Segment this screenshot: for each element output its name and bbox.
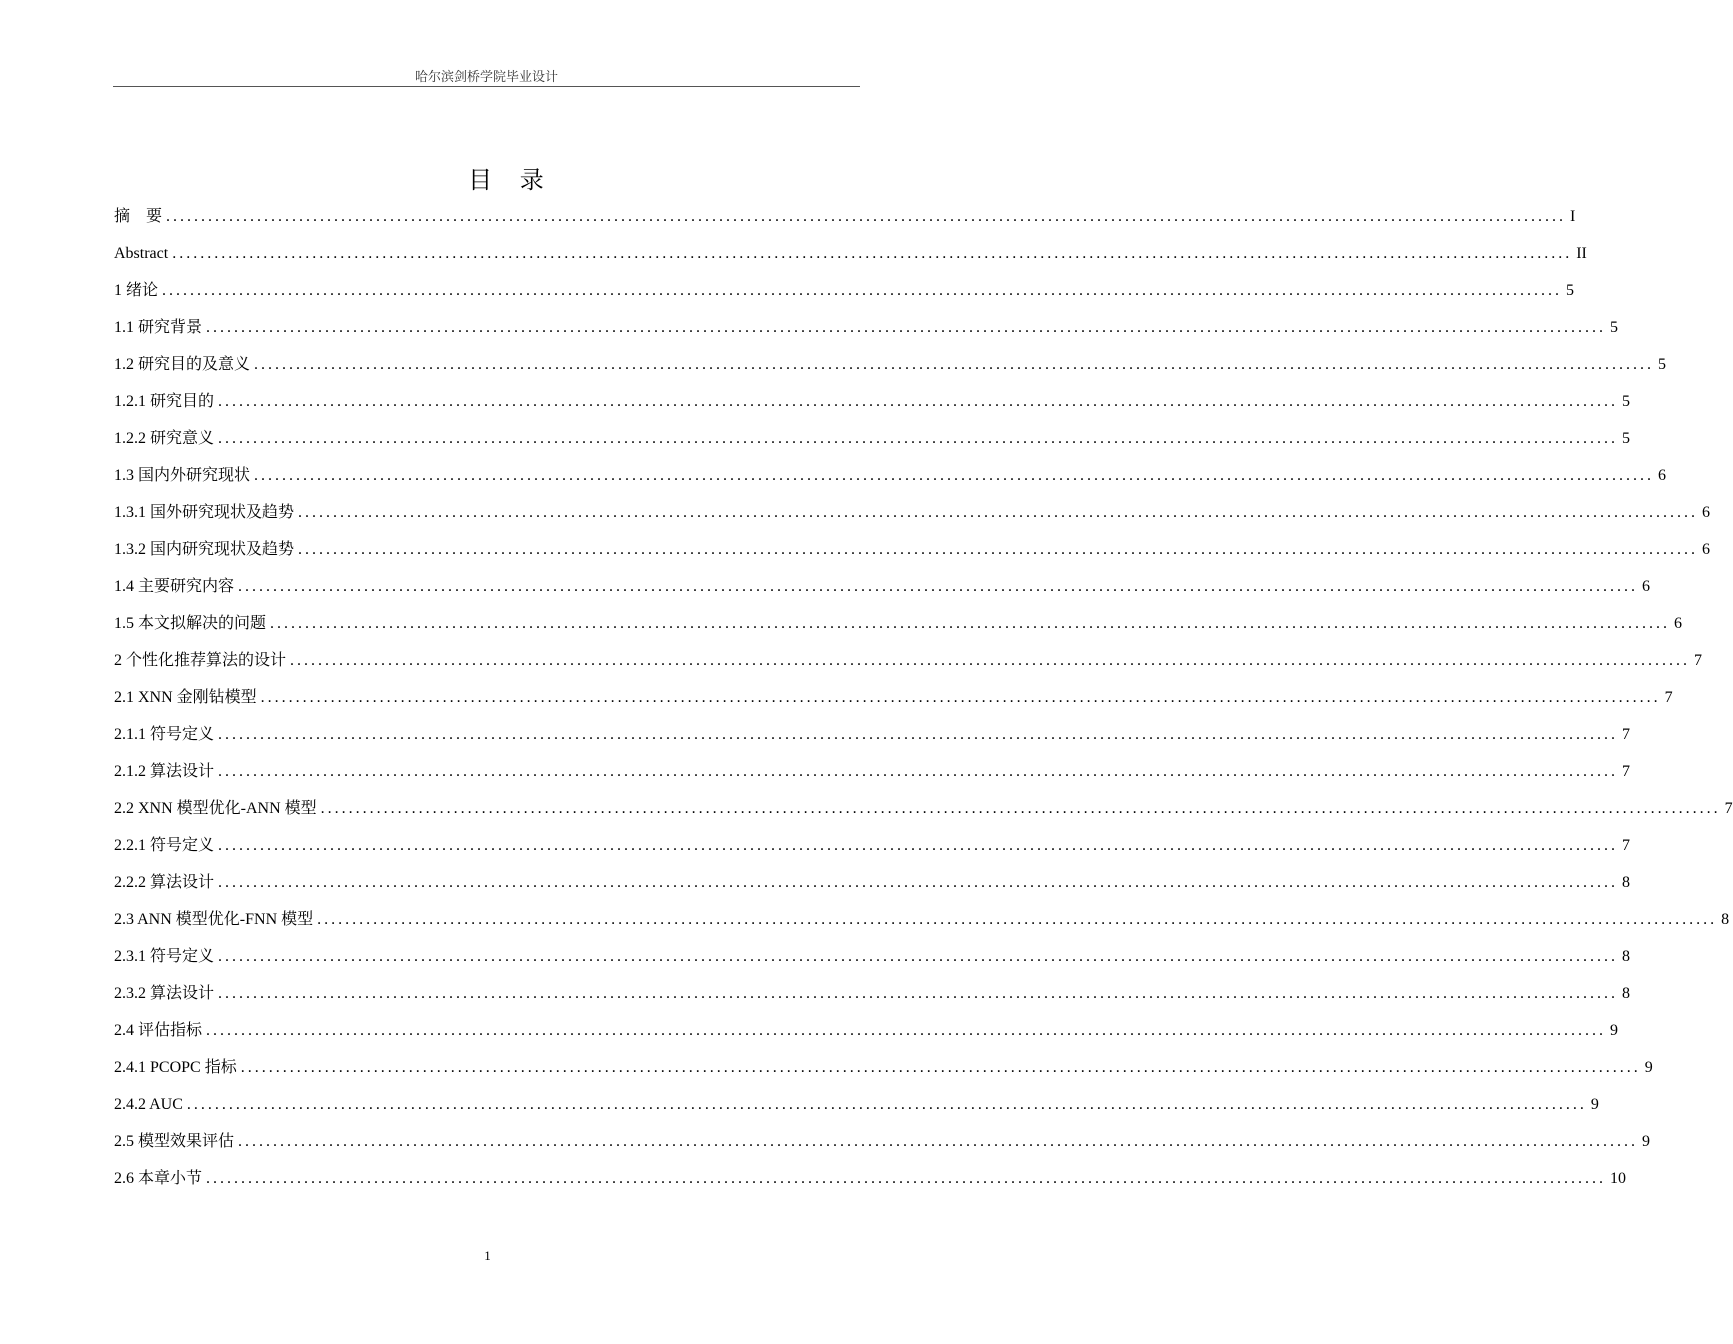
toc-dot-leader: ........................................................................................................................................................................................................ [270, 615, 1671, 632]
toc-entry[interactable] [114, 272, 1575, 309]
toc-entry-label: 2 个性化推荐算法的设计 [114, 652, 287, 669]
toc-dot-leader: ........................................................................................................................................................................................................ [218, 393, 1619, 410]
toc-dot-leader: ........................................................................................................................................................................................................ [206, 319, 1607, 336]
toc-entry[interactable] [114, 975, 1631, 1012]
toc-entry-label: 2.2.1 符号定义 [114, 837, 215, 854]
toc-entry[interactable] [114, 346, 1667, 383]
toc-dot-leader: ........................................................................................................................................................................................................ [317, 911, 1718, 928]
toc-entry[interactable] [114, 457, 1667, 494]
toc-entry-page: 8 [1622, 948, 1631, 965]
toc-entry[interactable] [114, 901, 1730, 938]
toc-entry[interactable] [114, 716, 1631, 753]
toc-entry[interactable] [114, 494, 1711, 531]
toc-dot-leader: ........................................................................................................................................................................................................ [260, 689, 1661, 706]
toc-entry-page: 6 [1702, 504, 1711, 521]
toc-entry[interactable] [114, 568, 1651, 605]
toc-entry-page: 5 [1610, 319, 1619, 336]
toc-entry[interactable] [114, 1123, 1651, 1160]
toc-entry-label: 2.3.1 符号定义 [114, 948, 215, 965]
toc-dot-leader: ........................................................................................................................................................................................................ [172, 245, 1573, 262]
toc-entry[interactable] [114, 235, 1587, 272]
toc-dot-leader: ........................................................................................................................................................................................................ [206, 1170, 1607, 1187]
toc-entry-label: 2.6 本章小节 [114, 1170, 203, 1187]
toc-entry-page: 8 [1721, 911, 1730, 928]
toc-entry-label: 1.2.1 研究目的 [114, 393, 215, 410]
toc-entry[interactable] [114, 420, 1631, 457]
toc-entry-label: 2.1.1 符号定义 [114, 726, 215, 743]
toc-entry[interactable] [114, 309, 1619, 346]
toc-dot-leader: ........................................................................................................................................................................................................ [238, 1133, 1639, 1150]
toc-entry-label: 2.4 评估指标 [114, 1022, 203, 1039]
toc-entry[interactable] [114, 790, 1733, 827]
toc-entry-page: 9 [1610, 1022, 1619, 1039]
toc-entry-page: 6 [1642, 578, 1651, 595]
toc-entry[interactable] [114, 531, 1711, 568]
toc-entry-label: 2.2 XNN 模型优化-ANN 模型 [114, 800, 317, 817]
toc-entry-page: 9 [1642, 1133, 1651, 1150]
toc-entry-label: 1 绪论 [114, 282, 159, 299]
toc-entry-page: 7 [1622, 837, 1631, 854]
toc-entry-page: 9 [1590, 1096, 1599, 1113]
toc-entry[interactable] [114, 938, 1631, 975]
toc-entry-page: 8 [1622, 874, 1631, 891]
toc-entry-page: I [1570, 208, 1576, 225]
page-header: 哈尔滨剑桥学院毕业设计 [414, 69, 558, 84]
toc-entry-page: 5 [1622, 430, 1631, 447]
toc-entry-label: 1.5 本文拟解决的问题 [114, 615, 267, 632]
toc-dot-leader: ........................................................................................................................................................................................................ [218, 985, 1619, 1002]
toc-dot-leader: ........................................................................................................................................................................................................ [240, 1059, 1641, 1076]
toc-entry[interactable] [114, 864, 1631, 901]
toc-dot-leader: ........................................................................................................................................................................................................ [290, 652, 1691, 669]
toc-entry-label: 2.4.2 AUC [114, 1096, 183, 1113]
toc-dot-leader: ........................................................................................................................................................................................................ [218, 726, 1619, 743]
toc-entry-label: 2.5 模型效果评估 [114, 1133, 235, 1150]
toc-entry[interactable] [114, 1049, 1653, 1086]
toc-entry-page: 7 [1622, 763, 1631, 780]
toc-dot-leader: ........................................................................................................................................................................................................ [238, 578, 1639, 595]
toc-entry-page: 5 [1566, 282, 1575, 299]
toc-dot-leader: ........................................................................................................................................................................................................ [186, 1096, 1587, 1113]
toc-entry-label: 1.2 研究目的及意义 [114, 356, 251, 373]
toc-entry-label: 摘 要 [114, 208, 163, 225]
toc-entry-page: 5 [1622, 393, 1631, 410]
toc-entry-page: 10 [1610, 1170, 1627, 1187]
toc-entry-label: 1.4 主要研究内容 [114, 578, 235, 595]
toc-title: 目 录 [468, 166, 554, 194]
toc-dot-leader: ........................................................................................................................................................................................................ [254, 467, 1655, 484]
toc-entry-page: 6 [1702, 541, 1711, 558]
toc-entry[interactable] [114, 1012, 1619, 1049]
table-of-contents [114, 198, 1733, 1197]
toc-entry-label: 2.1 XNN 金刚钻模型 [114, 689, 257, 706]
toc-entry-label: 1.3.1 国外研究现状及趋势 [114, 504, 295, 521]
toc-dot-leader: ........................................................................................................................................................................................................ [218, 837, 1619, 854]
toc-entry[interactable] [114, 679, 1673, 716]
toc-dot-leader: ........................................................................................................................................................................................................ [166, 208, 1567, 225]
toc-entry-page: 7 [1664, 689, 1673, 706]
toc-entry-label: 2.2.2 算法设计 [114, 874, 215, 891]
toc-dot-leader: ........................................................................................................................................................................................................ [218, 874, 1619, 891]
toc-entry[interactable] [114, 827, 1631, 864]
toc-entry-page: II [1576, 245, 1587, 262]
toc-entry[interactable] [114, 1086, 1599, 1123]
toc-entry-label: Abstract [114, 245, 169, 262]
toc-entry-label: 1.3 国内外研究现状 [114, 467, 251, 484]
toc-dot-leader: ........................................................................................................................................................................................................ [218, 430, 1619, 447]
toc-entry[interactable] [114, 605, 1683, 642]
toc-entry-page: 7 [1724, 800, 1733, 817]
toc-dot-leader: ........................................................................................................................................................................................................ [298, 541, 1699, 558]
toc-dot-leader: ........................................................................................................................................................................................................ [298, 504, 1699, 521]
toc-entry-page: 6 [1674, 615, 1683, 632]
toc-entry-page: 7 [1622, 726, 1631, 743]
toc-dot-leader: ........................................................................................................................................................................................................ [218, 763, 1619, 780]
page-number: 1 [484, 1248, 491, 1263]
toc-entry-page: 8 [1622, 985, 1631, 1002]
toc-entry[interactable] [114, 753, 1631, 790]
toc-entry-page: 9 [1644, 1059, 1653, 1076]
toc-entry-page: 6 [1658, 467, 1667, 484]
toc-entry-label: 2.3.2 算法设计 [114, 985, 215, 1002]
toc-entry-label: 1.3.2 国内研究现状及趋势 [114, 541, 295, 558]
toc-entry-label: 2.3 ANN 模型优化-FNN 模型 [114, 911, 314, 928]
toc-entry[interactable] [114, 642, 1703, 679]
toc-entry-label: 2.1.2 算法设计 [114, 763, 215, 780]
toc-dot-leader: ........................................................................................................................................................................................................ [162, 282, 1563, 299]
toc-entry[interactable] [114, 1160, 1627, 1197]
toc-dot-leader: ........................................................................................................................................................................................................ [320, 800, 1721, 817]
toc-dot-leader: ........................................................................................................................................................................................................ [254, 356, 1655, 373]
toc-entry-label: 1.1 研究背景 [114, 319, 203, 336]
toc-entry-label: 1.2.2 研究意义 [114, 430, 215, 447]
toc-entry[interactable] [114, 198, 1576, 235]
toc-dot-leader: ........................................................................................................................................................................................................ [206, 1022, 1607, 1039]
header-rule [113, 86, 860, 87]
toc-entry-page: 7 [1694, 652, 1703, 669]
toc-entry-label: 2.4.1 PCOPC 指标 [114, 1059, 237, 1076]
toc-entry[interactable] [114, 383, 1631, 420]
toc-dot-leader: ........................................................................................................................................................................................................ [218, 948, 1619, 965]
toc-entry-page: 5 [1658, 356, 1667, 373]
